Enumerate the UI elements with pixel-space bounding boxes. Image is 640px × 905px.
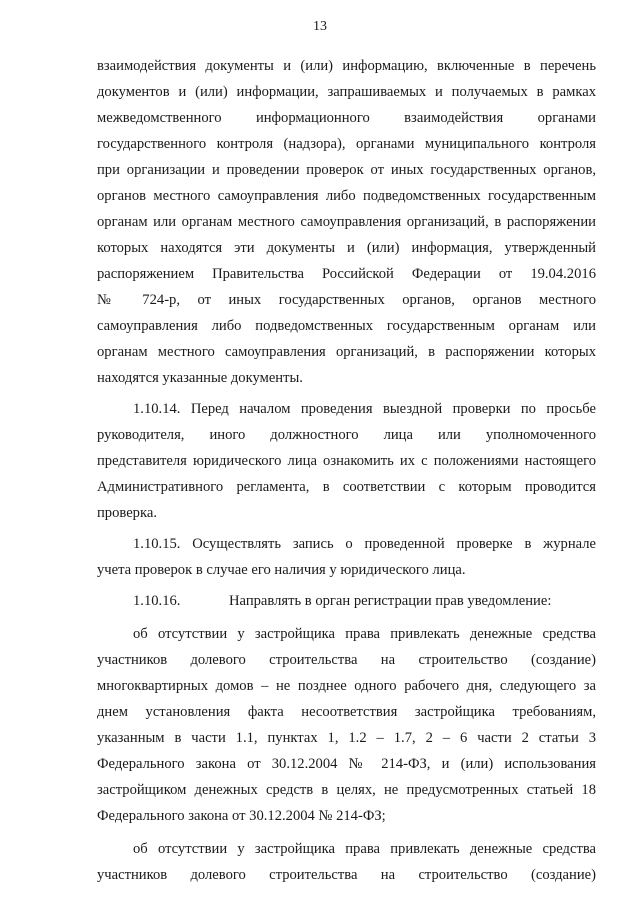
text-line: органам местного самоуправления организаций, в распоряжении которых: [97, 344, 596, 360]
text-line: при организации и проведении проверок от иных государственных органов,: [97, 162, 596, 178]
document-body: [97, 53, 596, 888]
text-line: учета проверок в случае его наличия у юридического лица.: [97, 562, 466, 578]
text-line: межведомственного информационного взаимодействия органами: [97, 110, 596, 126]
paragraph-gap: [97, 614, 596, 621]
text-line: № 724-р, от иных государственных органов, органов местного: [97, 292, 596, 308]
text-line: распоряжением Правительства Российской Федерации от 19.04.2016: [97, 266, 596, 282]
paragraph-gap: [97, 829, 596, 836]
text-line: Федерального закона от 30.12.2004 № 214-ФЗ, и (или) использования: [97, 756, 596, 772]
text-line: 1.10.14. Перед началом проведения выездной проверки по просьбе: [133, 401, 596, 417]
page-number: 13: [313, 19, 327, 34]
text-line: самоуправления либо подведомственных государственным органам или: [97, 318, 596, 334]
text-line: документов и (или) информации, запрашиваемых и получаемых в рамках: [97, 84, 596, 100]
text-line: днем установления факта несоответствия застройщика требованиям,: [97, 704, 596, 720]
text-line: Административного регламента, в соответствии с которым проводится: [97, 479, 596, 495]
text-line: государственного контроля (надзора), органами муниципального контроля: [97, 136, 596, 152]
text-line: органов местного самоуправления либо подведомственных государственным: [97, 188, 596, 204]
text-line: Федерального закона от 30.12.2004 № 214-ФЗ;: [97, 808, 386, 824]
text-line: руководителя, иного должностного лица или уполномоченного: [97, 427, 596, 443]
text-line: находятся указанные документы.: [97, 370, 303, 386]
text-line: органам или органам местного самоуправления организаций, в распоряжении: [97, 214, 596, 230]
text-line: которых находятся эти документы и (или) информация, утвержденный: [97, 240, 596, 256]
text-line: участников долевого строительства на строительство (создание): [97, 652, 596, 668]
clause-text: Направлять в орган регистрации прав уведомление:: [229, 593, 552, 609]
text-line: проверка.: [97, 505, 157, 521]
text-line: застройщиком денежных средств в целях, не предусмотренных статьей 18: [97, 782, 596, 798]
text-line: представителя юридического лица ознакомить их с положениями настоящего: [97, 453, 596, 469]
text-line: многоквартирных домов – не позднее одного рабочего дня, следующего за: [97, 678, 596, 694]
text-line: указанным в части 1.1, пунктах 1, 1.2 – 1.7, 2 – 6 части 2 статьи 3: [97, 730, 596, 746]
text-line: об отсутствии у застройщика права привлекать денежные средства: [133, 626, 596, 642]
text-line: взаимодействия документы и (или) информацию, включенные в перечень: [97, 58, 596, 74]
text-line: [97, 588, 596, 614]
clause-number: 1.10.16.: [133, 593, 181, 609]
text-line: 1.10.15. Осуществлять запись о проведенной проверке в журнале: [133, 536, 596, 552]
text-line: об отсутствии у застройщика права привлекать денежные средства: [133, 841, 596, 857]
text-line: участников долевого строительства на строительство (создание): [97, 867, 596, 883]
